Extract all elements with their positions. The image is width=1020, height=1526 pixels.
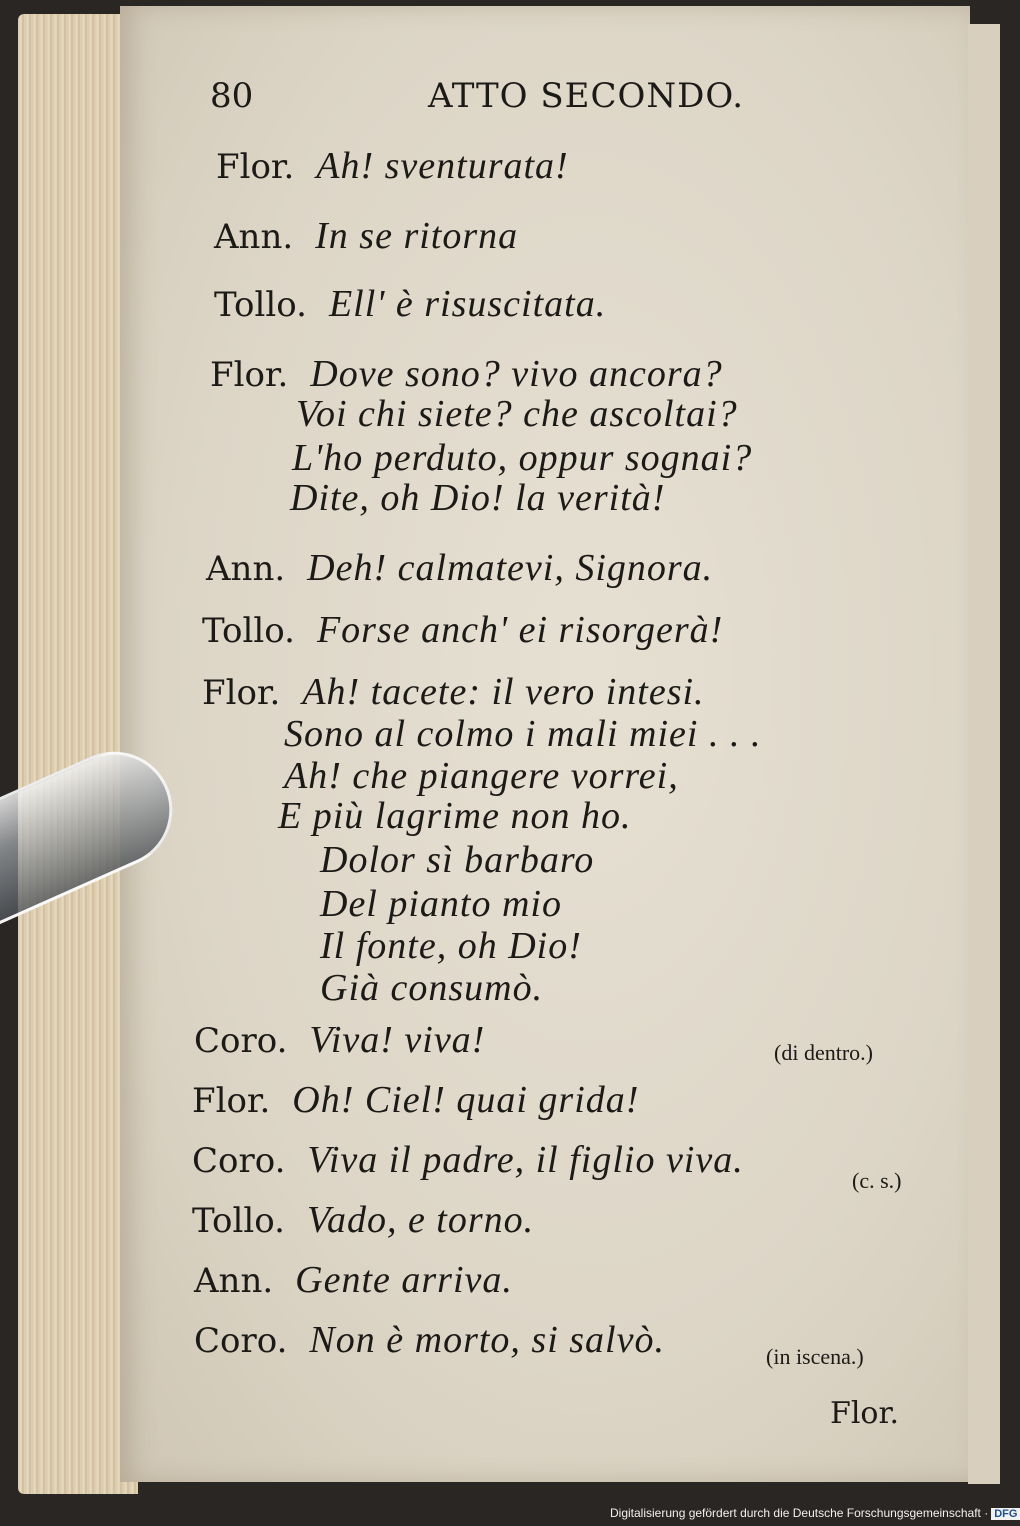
- verse-line: [320, 968, 543, 1009]
- verse-text: Voi chi siete? che ascoltai?: [296, 393, 738, 435]
- verse-text: Del pianto mio: [320, 883, 562, 925]
- verse-text: Il fonte, oh Dio!: [320, 925, 582, 967]
- verse-line: [296, 394, 738, 435]
- running-title: ATTO SECONDO.: [428, 76, 745, 116]
- stage-direction: (c. s.): [852, 1168, 902, 1193]
- speaker-label: Ann.: [206, 549, 286, 589]
- verse-line: [210, 354, 723, 395]
- verse-text: Gente arriva.: [295, 1259, 513, 1301]
- speaker-label: Tollo.: [202, 611, 295, 651]
- verse-line: [194, 1320, 665, 1361]
- speaker-label: Coro.: [194, 1321, 288, 1361]
- verse-line: [214, 284, 606, 325]
- speaker-label: Ann.: [194, 1261, 274, 1301]
- footer-credit: Digitalisierung gefördert durch die Deutsche Forschungsgemeinschaft ·: [610, 1506, 989, 1520]
- verse-text: Vado, e torno.: [306, 1199, 535, 1241]
- facing-page-edge: [968, 24, 1000, 1484]
- verse-text: Dolor sì barbaro: [320, 839, 595, 881]
- verse-line: [214, 216, 518, 257]
- verse-line: [194, 1020, 485, 1061]
- verse-text: Ah! tacete: il vero intesi.: [302, 671, 705, 713]
- verse-text: Sono al colmo i mali miei . . .: [284, 713, 762, 755]
- verse-text: Già consumò.: [320, 967, 544, 1009]
- speaker-label: Ann.: [214, 217, 294, 257]
- verse-text: Dove sono? vivo ancora?: [310, 353, 723, 395]
- verse-text: Ell' è risuscitata.: [328, 283, 607, 325]
- verse-line: [202, 610, 723, 651]
- verse-text: Oh! Ciel! quai grida!: [292, 1079, 640, 1121]
- speaker-label: Coro.: [192, 1141, 286, 1181]
- verse-text: In se ritorna: [315, 215, 519, 257]
- verse-line: [192, 1140, 744, 1181]
- page-header: [210, 76, 770, 126]
- verse-line: [216, 146, 569, 187]
- speaker-label: Flor.: [202, 673, 281, 713]
- speaker-label: Flor.: [192, 1081, 271, 1121]
- verse-text: Non è morto, si salvò.: [309, 1319, 665, 1361]
- verse-text: Viva il padre, il figlio viva.: [307, 1139, 744, 1181]
- verse-text: Dite, oh Dio! la verità!: [290, 477, 666, 519]
- verse-line: [278, 796, 631, 837]
- verse-text: Ah! sventurata!: [316, 145, 569, 187]
- verse-line: [284, 756, 679, 797]
- dfg-logo: DFG: [991, 1508, 1020, 1520]
- stage-direction: (in iscena.): [766, 1344, 864, 1369]
- verse-line: [206, 548, 713, 589]
- digitization-footer: [610, 1506, 1020, 1520]
- verse-text: Ah! che piangere vorrei,: [284, 755, 679, 797]
- page-number: 80: [210, 76, 254, 116]
- speaker-label: Tollo.: [214, 285, 307, 325]
- catchword: Flor.: [830, 1396, 900, 1431]
- speaker-label: Coro.: [194, 1021, 288, 1061]
- verse-line: [192, 1200, 534, 1241]
- verse-line: [292, 438, 752, 479]
- verse-line: [320, 840, 594, 881]
- speaker-label: Tollo.: [192, 1201, 285, 1241]
- verse-text: L'ho perduto, oppur sognai?: [292, 437, 753, 479]
- verse-line: [192, 1080, 639, 1121]
- verse-line: [320, 926, 582, 967]
- speaker-label: Flor.: [216, 147, 295, 187]
- verse-line: [194, 1260, 513, 1301]
- speaker-label: Flor.: [210, 355, 289, 395]
- stage-direction: (di dentro.): [774, 1040, 873, 1065]
- verse-text: Forse anch' ei risorgerà!: [316, 609, 724, 651]
- verse-line: [284, 714, 761, 755]
- verse-line: [290, 478, 665, 519]
- verse-text: E più lagrime non ho.: [278, 795, 632, 837]
- verse-text: Viva! viva!: [309, 1019, 486, 1061]
- verse-text: Deh! calmatevi, Signora.: [307, 547, 714, 589]
- verse-line: [202, 672, 705, 713]
- verse-line: [320, 884, 562, 925]
